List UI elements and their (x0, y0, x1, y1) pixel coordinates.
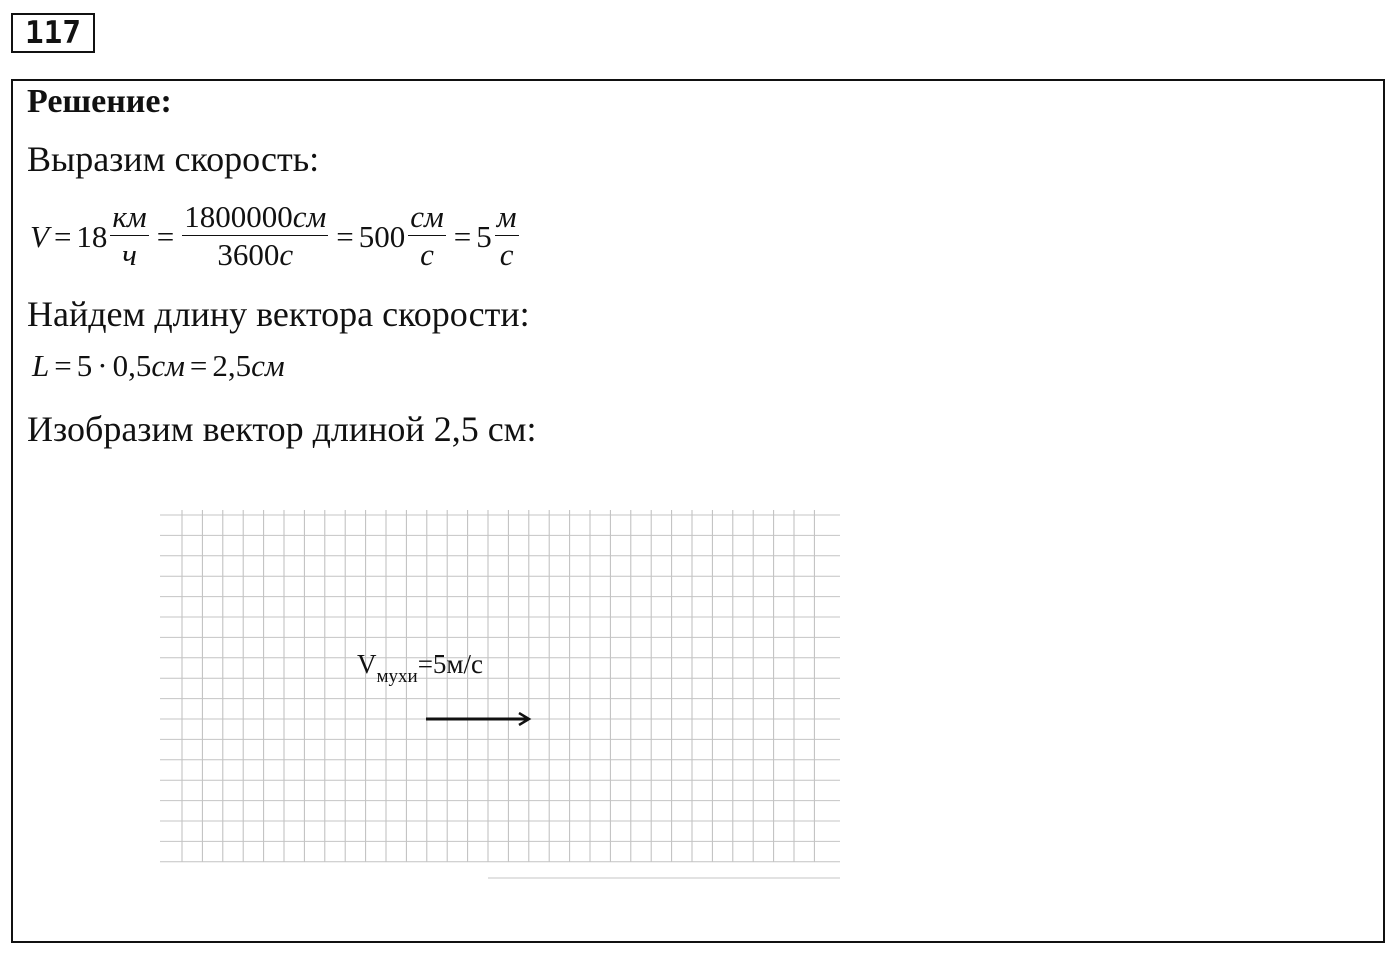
equals-sign: = (156, 218, 175, 254)
grid-lines (160, 510, 840, 878)
number-1800000: 1800000 (184, 199, 293, 234)
vector-label-value: =5м/с (417, 649, 484, 679)
vector-label (357, 649, 483, 687)
number-500: 500 (358, 218, 406, 254)
unit-m: м (496, 199, 517, 234)
multiply-dot: · (97, 348, 108, 383)
unit-h: ч (122, 237, 137, 272)
speed-symbol: V (30, 218, 49, 254)
equals-sign: = (336, 218, 354, 254)
unit-cm: см (151, 348, 185, 383)
vector-label-v: V (357, 649, 377, 679)
equals-sign: = (453, 218, 472, 254)
solution-heading: Решение: (27, 83, 172, 120)
number-5: 5 (76, 348, 93, 383)
unit-s: с (420, 237, 434, 272)
vector-label-subscript: мухи (376, 666, 418, 687)
equals-sign: = (53, 218, 72, 254)
equals-sign: = (54, 348, 72, 383)
number-18: 18 (76, 218, 108, 254)
problem-number: 117 (11, 13, 95, 53)
unit-cm: см (410, 199, 444, 234)
unit-cm: см (292, 199, 327, 234)
unit-cm: см (251, 348, 285, 383)
number-2-5: 2,5 (212, 348, 252, 383)
equals-sign: = (189, 348, 208, 383)
speed-intro-text: Выразим скорость: (27, 139, 320, 179)
draw-intro-text: Изобразим вектор длиной 2,5 см: (27, 409, 537, 449)
length-symbol: L (32, 348, 50, 383)
number-3600: 3600 (217, 237, 280, 272)
unit-km: км (112, 199, 147, 234)
number-5: 5 (476, 218, 492, 254)
unit-s: с (279, 237, 294, 272)
unit-s: с (499, 237, 514, 272)
length-intro-text: Найдем длину вектора скорости: (27, 294, 530, 334)
number-0-5: 0,5 (112, 348, 152, 383)
